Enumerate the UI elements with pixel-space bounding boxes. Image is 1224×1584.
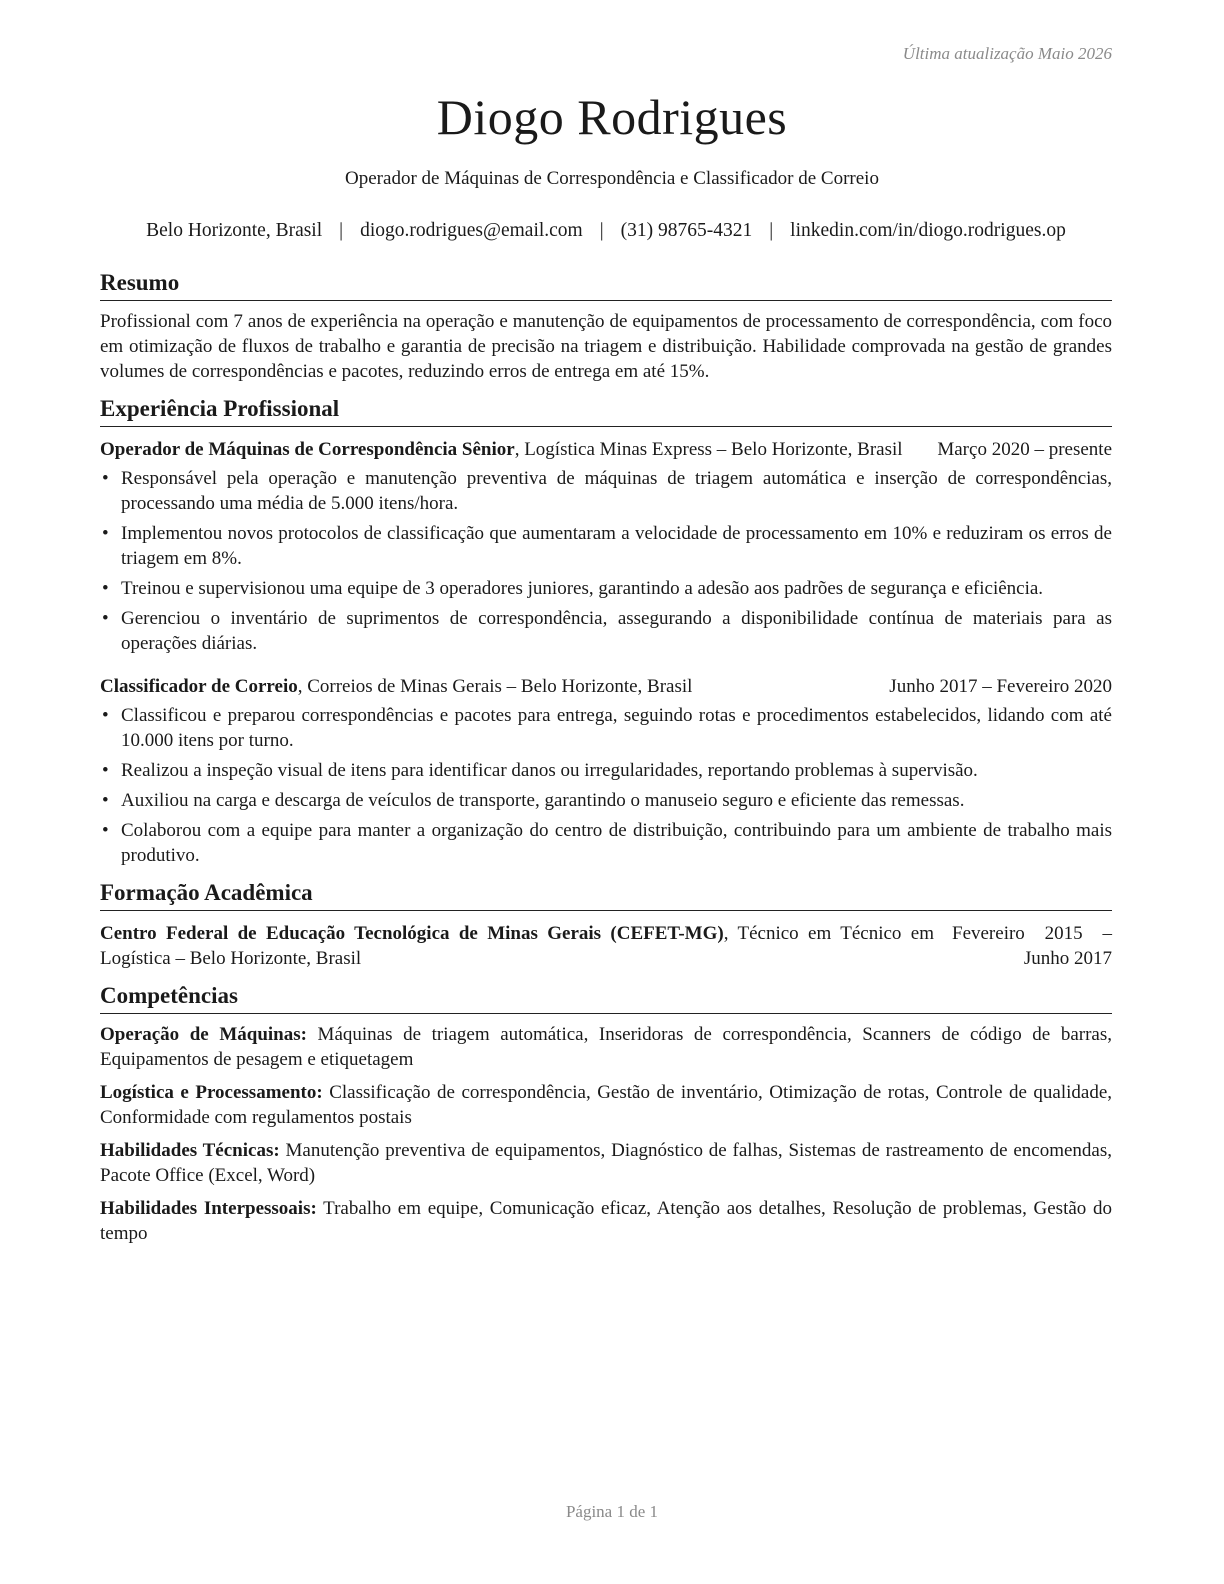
experience-section	[100, 394, 1112, 868]
bullet-text: Treinou e supervisionou uma equipe de 3 operadores juniores, garantindo a adesão aos padrões de segurança e eficiência.	[121, 578, 1044, 599]
bullet-icon: •	[102, 578, 109, 599]
list-item	[100, 758, 1112, 783]
job-entry	[100, 674, 1112, 868]
bullet-text: Auxiliou na carga e descarga de veículos de transporte, garantindo o manuseio seguro e eficiente das remessas.	[121, 790, 965, 811]
job-organization: , Logística Minas Express – Belo Horizonte, Brasil	[514, 439, 903, 460]
list-item	[100, 703, 1112, 753]
skill-group-label: Habilidades Interpessoais:	[100, 1198, 317, 1219]
skill-group	[100, 1080, 1112, 1130]
education-dates: Fevereiro 2015 – Junho 2017	[952, 923, 1112, 969]
skill-group	[100, 1022, 1112, 1072]
bullet-icon: •	[102, 820, 109, 841]
bullet-text: Responsável pela operação e manutenção preventiva de máquinas de triagem automática e inserção de correspondências, processando uma média de 5.000 itens/hora.	[121, 468, 1112, 514]
list-item	[100, 818, 1112, 868]
job-dates: Junho 2017 – Fevereiro 2020	[889, 676, 1112, 697]
bullet-icon: •	[102, 705, 109, 726]
summary-text: Profissional com 7 anos de experiência na operação e manutenção de equipamentos de processamento de correspondência, com foco em otimização de fluxos de trabalho e garantia de precisão na triagem e distribuição. Habilidade comprovada na gestão de grandes volumes de correspondências e pacotes, reduzindo erros de entrega em até 15%.	[100, 311, 1112, 382]
skill-group-text: Classificação de correspondência, Gestão de inventário, Otimização de rotas, Controle de qualidade, Conformidade com regulamentos postais	[100, 1082, 1113, 1128]
job-title-line	[100, 437, 937, 462]
list-item	[100, 521, 1112, 571]
education-detail: , Técnico em Técnico em Logística – Belo Horizonte, Brasil	[100, 923, 935, 969]
skill-group-text: Manutenção preventiva de equipamentos, Diagnóstico de falhas, Sistemas de rastreamento de encomendas, Pacote Office (Excel, Word)	[100, 1140, 1112, 1186]
job-role: Classificador de Correio	[100, 676, 298, 697]
bullet-text: Implementou novos protocolos de classificação que aumentaram a velocidade de processamento em 10% e reduziram os erros de triagem em 8%.	[121, 523, 1112, 569]
skills-heading: Competências	[100, 981, 1112, 1014]
job-header	[100, 437, 1112, 462]
job-bullets	[100, 466, 1112, 656]
contact-email[interactable]: diogo.rodrigues@email.com	[360, 220, 583, 241]
bullet-text: Realizou a inspeção visual de itens para identificar danos ou irregularidades, reportando problemas à supervisão.	[121, 760, 978, 781]
summary-heading: Resumo	[100, 268, 1112, 301]
list-item	[100, 606, 1112, 656]
job-header	[100, 674, 1112, 699]
skill-group-label: Habilidades Técnicas:	[100, 1140, 280, 1161]
list-item	[100, 576, 1112, 601]
bullet-text: Colaborou com a equipe para manter a organização do centro de distribuição, contribuindo para um ambiente de trabalho mais produtivo.	[121, 820, 1112, 866]
skills-section	[100, 981, 1112, 1246]
contact-line	[100, 220, 1112, 242]
skill-group-label: Logística e Processamento:	[100, 1082, 323, 1103]
skill-group-label: Operação de Máquinas:	[100, 1024, 307, 1045]
candidate-name: Diogo Rodrigues	[436, 89, 788, 145]
bullet-text: Gerenciou o inventário de suprimentos de correspondência, assegurando a disponibilidade contínua de materiais para as operações diárias.	[121, 608, 1112, 654]
last-updated-note: Última atualização Maio 2026	[902, 44, 1112, 63]
contact-phone: (31) 98765-4321	[620, 220, 753, 241]
summary-section	[100, 268, 1112, 384]
skill-group-text: Máquinas de triagem automática, Inseridoras de correspondência, Scanners de código de barras, Equipamentos de pesagem e etiquetagem	[100, 1024, 1112, 1070]
education-title-line	[100, 921, 952, 971]
bullet-icon: •	[102, 468, 109, 489]
bullet-icon: •	[102, 760, 109, 781]
list-item	[100, 788, 1112, 813]
skill-group	[100, 1138, 1112, 1188]
job-dates: Março 2020 – presente	[937, 439, 1112, 460]
contact-location: Belo Horizonte, Brasil	[146, 220, 323, 241]
education-section	[100, 878, 1112, 971]
bullet-icon: •	[102, 608, 109, 629]
experience-heading: Experiência Profissional	[100, 394, 1112, 427]
education-heading: Formação Acadêmica	[100, 878, 1112, 911]
education-header	[100, 921, 1112, 971]
list-item	[100, 466, 1112, 516]
contact-separator: |	[339, 220, 344, 241]
contact-linkedin[interactable]: linkedin.com/in/diogo.rodrigues.op	[790, 220, 1066, 241]
job-entry	[100, 437, 1112, 656]
bullet-icon: •	[102, 790, 109, 811]
resume-body	[100, 268, 1112, 1256]
contact-separator: |	[599, 220, 604, 241]
job-organization: , Correios de Minas Gerais – Belo Horizonte, Brasil	[297, 676, 693, 697]
skill-group	[100, 1196, 1112, 1246]
skill-group-text: Trabalho em equipe, Comunicação eficaz, Atenção aos detalhes, Resolução de problemas, Gestão do tempo	[100, 1198, 1112, 1244]
bullet-text: Classificou e preparou correspondências e pacotes para entrega, seguindo rotas e procedimentos estabelecidos, lidando com até 10.000 itens por turno.	[121, 705, 1112, 751]
job-role: Operador de Máquinas de Correspondência Sênior	[100, 439, 515, 460]
bullet-icon: •	[102, 523, 109, 544]
job-bullets	[100, 703, 1112, 868]
education-entry	[100, 921, 1112, 971]
contact-separator: |	[769, 220, 774, 241]
page-number: Página 1 de 1	[565, 1502, 659, 1521]
education-institution: Centro Federal de Educação Tecnológica de Minas Gerais (CEFET-MG)	[100, 923, 724, 944]
headline: Operador de Máquinas de Correspondência e Classificador de Correio	[345, 168, 879, 189]
job-title-line	[100, 674, 878, 699]
